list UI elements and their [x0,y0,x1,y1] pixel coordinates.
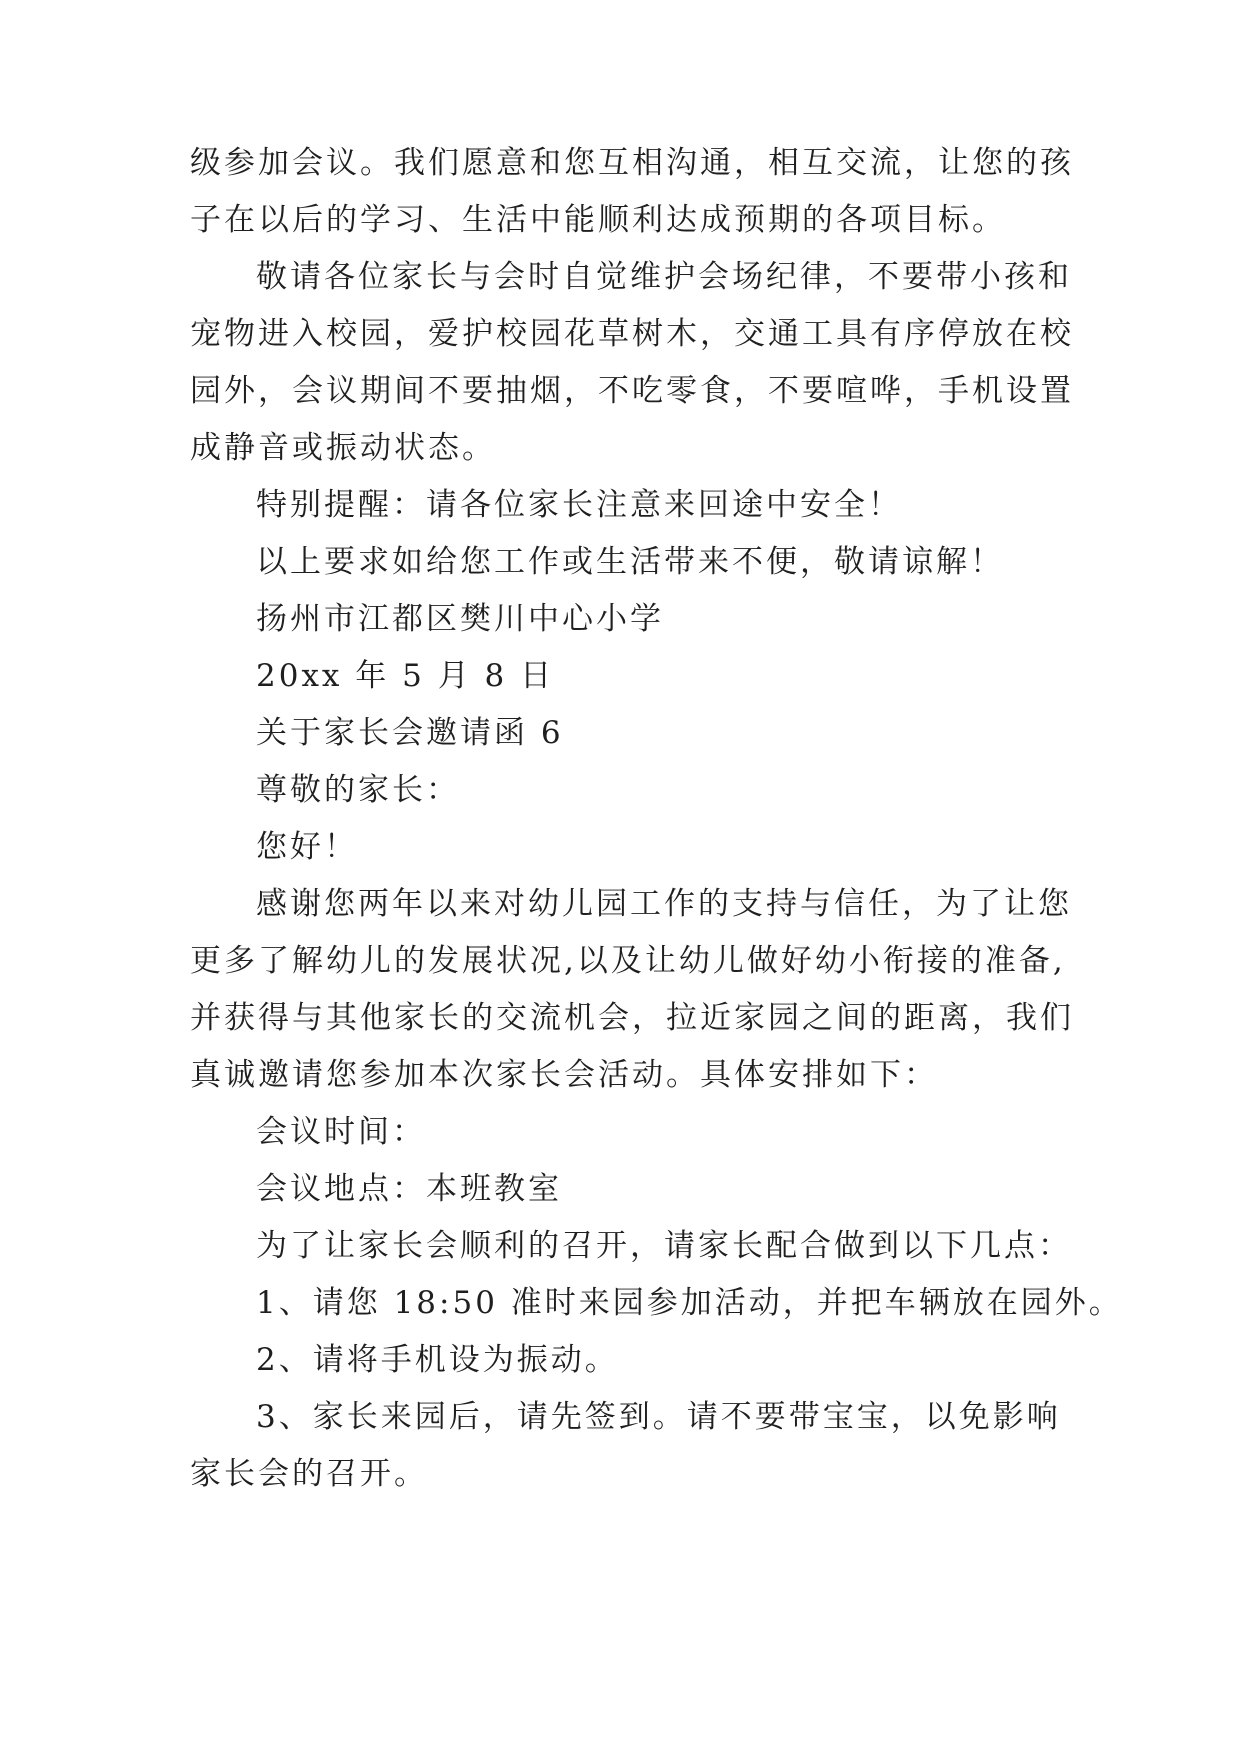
paragraph-line: 成静音或振动状态。 [190,430,496,466]
paragraph-line: 园外，会议期间不要抽烟，不吃零食，不要喧哗，手机设置 [190,373,1074,409]
apology-line: 以上要求如给您工作或生活带来不便，敬请谅解！ [256,544,1004,580]
paragraph-line: 真诚邀请您参加本次家长会活动。具体安排如下： [190,1057,938,1093]
instruction-item: 3、家长来园后，请先签到。请不要带宝宝，以免影响 [256,1399,1061,1435]
instruction-item: 1、请您 18:50 准时来园参加活动，并把车辆放在园外。 [256,1285,1123,1321]
paragraph-line: 宠物进入校园，爱护校园花草树木，交通工具有序停放在校 [190,316,1074,352]
instruction-item: 2、请将手机设为振动。 [256,1342,619,1378]
instructions-intro: 为了让家长会顺利的召开，请家长配合做到以下几点： [256,1228,1072,1264]
paragraph-line: 级参加会议。我们愿意和您互相沟通，相互交流，让您的孩 [190,145,1074,181]
paragraph-line: 敬请各位家长与会时自觉维护会场纪律，不要带小孩和 [256,259,1072,295]
paragraph-line: 子在以后的学习、生活中能顺利达成预期的各项目标。 [190,202,1006,238]
paragraph-line: 并获得与其他家长的交流机会，拉近家园之间的距离，我们 [190,1000,1074,1036]
instruction-item-continued: 家长会的召开。 [190,1456,428,1492]
section-title: 关于家长会邀请函 6 [256,715,564,751]
paragraph-line: 更多了解幼儿的发展状况,以及让幼儿做好幼小衔接的准备, [190,943,1066,979]
school-name: 扬州市江都区樊川中心小学 [256,601,664,637]
meeting-time: 会议时间： [256,1114,426,1150]
paragraph-line: 感谢您两年以来对幼儿园工作的支持与信任，为了让您 [256,886,1072,922]
salutation: 尊敬的家长： [256,772,460,808]
greeting: 您好！ [256,829,358,865]
reminder-line: 特别提醒：请各位家长注意来回途中安全！ [256,487,902,523]
date-line: 20xx 年 5 月 8 日 [256,658,555,694]
meeting-location: 会议地点：本班教室 [256,1171,562,1207]
